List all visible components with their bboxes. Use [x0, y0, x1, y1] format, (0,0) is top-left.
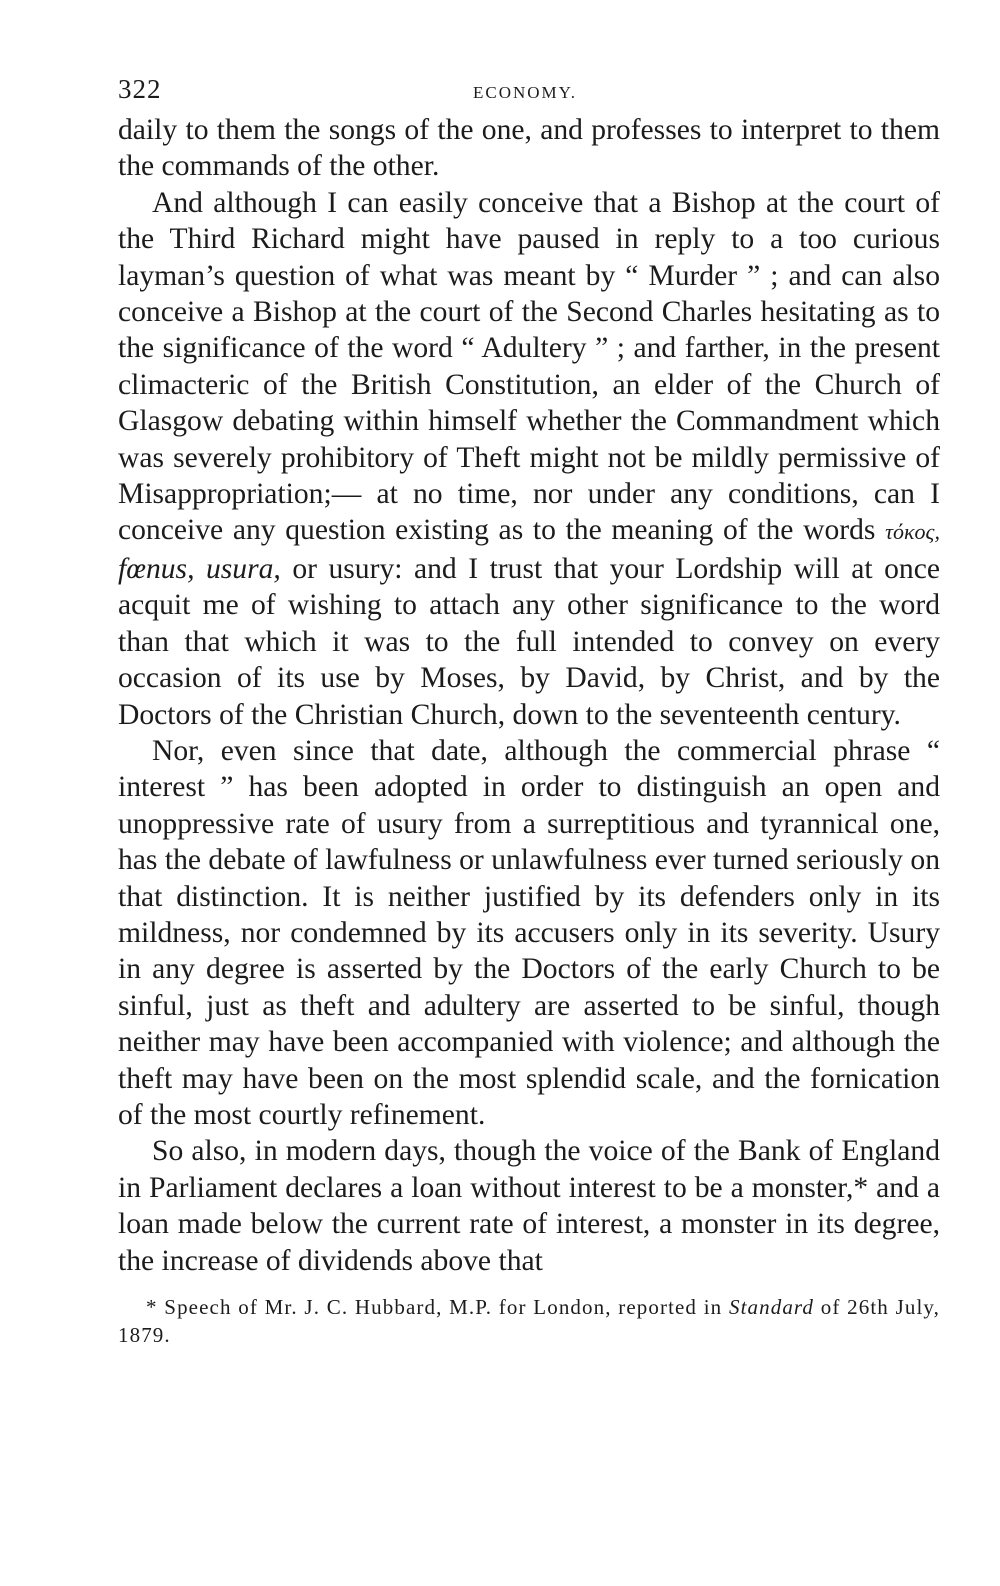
- paragraph-1: daily to them the songs of the one, and professes to interpret to them the commands of the other.: [118, 114, 940, 183]
- running-head: [118, 72, 940, 112]
- page-number: 322: [118, 74, 162, 104]
- paragraph-2-text-a: And although I can easily conceive that a Bishop at the court of the Third Richard might have paused in reply to a too curious layman’s question of what was meant by “ Murder ” ; and can also conceive a Bishop at the court of the Second Charles hesitating as to the significance of the word “ Adultery ” ; and farther, in the present climacteric of the British Constitution, an elder of the Church of Glasgow debating within himself whether the Commandment which was severely prohibitory of Theft might not be mildly permissive of Misappropriation;— at no time, nor under any conditions, can I conceive any question existing as to the meaning of the words: [118, 186, 940, 547]
- greek-word: τόκος,: [885, 519, 940, 545]
- paragraph-2: [118, 185, 940, 733]
- paragraph-3: Nor, even since that date, although the commercial phrase “ interest ” has been adopted in order to distinguish an open and unoppressive rate of usury from a surreptitious and tyrannical one, has the debate of lawfulness or unlawfulness ever turned seriously on that distinction. It is neither justified by its defenders only in its mildness, nor condemned by its accusers only in its severity. Usury in any degree is asserted by the Doctors of the early Church to be sinful, just as theft and adultery are asserted to be sinful, though neither may have been accompanied with violence; and although the theft may have been on the most splendid scale, and the fornication of the most courtly refinement.: [118, 734, 940, 1131]
- body-text: [118, 112, 940, 1279]
- footnote: [118, 1293, 940, 1349]
- footnote-text-a: * Speech of Mr. J. C. Hubbard, M.P. for London, reported in: [146, 1295, 723, 1319]
- book-page: [118, 72, 940, 1349]
- footnote-text-b: of 26th July, 1879.: [118, 1295, 940, 1347]
- footnote-source: Standard: [729, 1295, 815, 1319]
- paragraph-2-text-b: or usury: and I trust that your Lordship will at once acquit me of wishing to attach any other significance to the word than that which it was to the full intended to convey on every occasion of its use by Moses, by David, by Christ, and by the Doctors of the Christian Church, down to the seventeenth century.: [118, 552, 940, 731]
- paragraph-4: So also, in modern days, though the voice of the Bank of England in Parliament declares a loan without interest to be a monster,* and a loan made below the current rate of interest, a monster in its degree, the increase of dividends above that: [118, 1135, 940, 1277]
- latin-words: fœnus, usura,: [118, 552, 281, 585]
- footnote-text: [118, 1293, 940, 1349]
- running-title: ECONOMY.: [473, 83, 578, 102]
